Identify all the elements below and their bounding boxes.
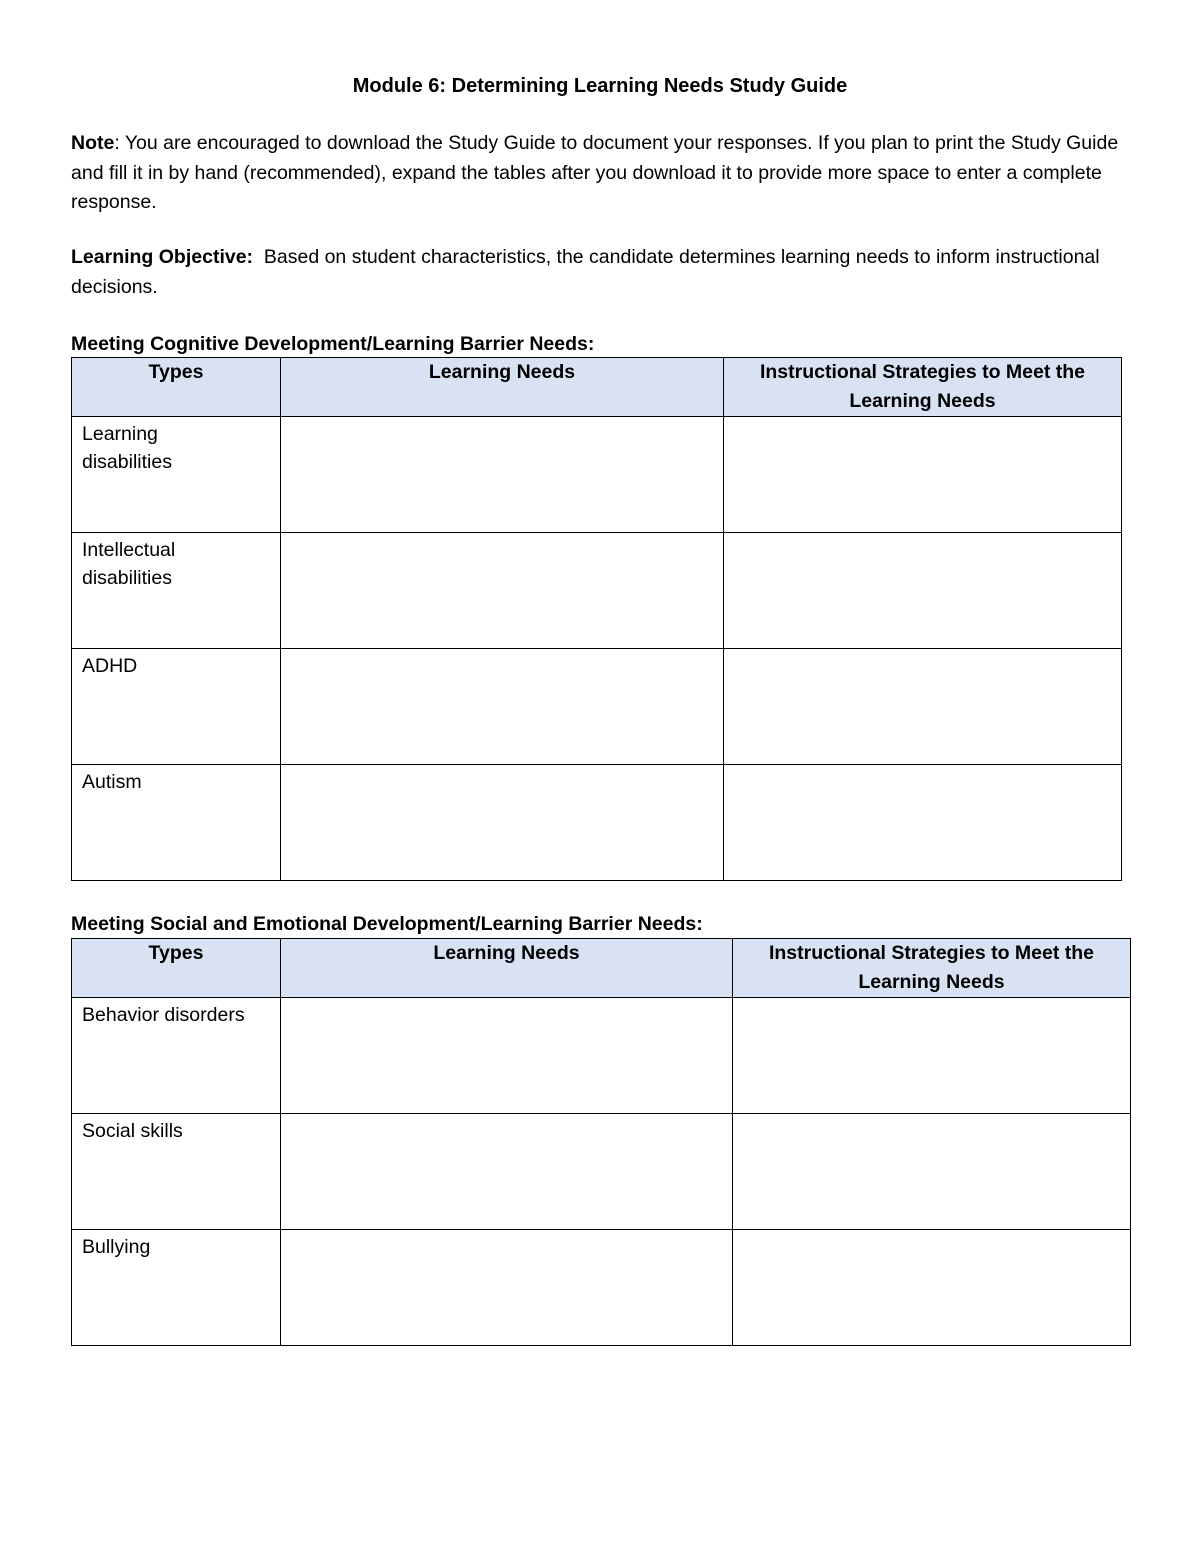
learning-objective-label: Learning Objective: [71, 246, 254, 268]
social-emotional-section-heading: Meeting Social and Emotional Development/Learning Barrier Needs: [71, 913, 703, 935]
learning-needs-cell[interactable] [281, 765, 724, 881]
header-instructional-strategies-label: Instructional Strategies to Meet the Learning Needs [768, 942, 1095, 993]
type-label: Learning disabilities [82, 423, 172, 473]
social-emotional-needs-table [71, 938, 1131, 1346]
cognitive-needs-table [71, 357, 1122, 881]
note-text: : You are encouraged to download the Study Guide to document your responses. If you plan to print the Study Guide and fill it in by hand (recommended), expand the tables after you download it to provide more space to enter a complete response. [71, 132, 1119, 213]
type-label: ADHD [82, 655, 138, 677]
strategies-cell[interactable] [733, 998, 1131, 1114]
type-label: Intellectual disabilities [82, 539, 176, 589]
note-paragraph [71, 129, 1131, 218]
header-learning-needs: Learning Needs [281, 358, 724, 417]
table-row [72, 649, 1122, 765]
header-learning-needs: Learning Needs [281, 939, 733, 998]
learning-needs-cell[interactable] [281, 1230, 733, 1346]
header-instructional-strategies [724, 358, 1122, 417]
strategies-cell[interactable] [724, 649, 1122, 765]
type-cell [72, 1230, 281, 1346]
header-types: Types [72, 358, 281, 417]
table-row [72, 765, 1122, 881]
type-cell [72, 998, 281, 1114]
table-header-row [72, 939, 1131, 998]
learning-needs-cell[interactable] [281, 998, 733, 1114]
learning-objective-text: Based on student characteristics, the candidate determines learning needs to inform instructional decisions. [71, 246, 1106, 298]
type-label: Behavior disorders [82, 1004, 245, 1026]
type-label: Autism [82, 771, 142, 793]
header-instructional-strategies [733, 939, 1131, 998]
type-label: Social skills [82, 1120, 183, 1142]
header-instructional-strategies-label: Instructional Strategies to Meet the Learning Needs [759, 361, 1086, 412]
strategies-cell[interactable] [724, 765, 1122, 881]
note-label: Note [71, 132, 115, 154]
learning-objective-paragraph [71, 243, 1131, 302]
cognitive-section-heading: Meeting Cognitive Development/Learning Barrier Needs: [71, 333, 595, 355]
learning-needs-cell[interactable] [281, 1114, 733, 1230]
type-cell [72, 533, 281, 649]
type-cell [72, 649, 281, 765]
table-row [72, 1230, 1131, 1346]
learning-needs-cell[interactable] [281, 649, 724, 765]
type-cell [72, 417, 281, 533]
strategies-cell[interactable] [733, 1230, 1131, 1346]
type-cell [72, 765, 281, 881]
table-header-row [72, 358, 1122, 417]
table-row [72, 998, 1131, 1114]
strategies-cell[interactable] [724, 417, 1122, 533]
strategies-cell[interactable] [733, 1114, 1131, 1230]
learning-needs-cell[interactable] [281, 417, 724, 533]
learning-needs-cell[interactable] [281, 533, 724, 649]
type-cell [72, 1114, 281, 1230]
page-title: Module 6: Determining Learning Needs Study Guide [352, 75, 848, 97]
type-label: Bullying [82, 1236, 151, 1258]
strategies-cell[interactable] [724, 533, 1122, 649]
table-row [72, 533, 1122, 649]
header-types: Types [72, 939, 281, 998]
table-row [72, 417, 1122, 533]
table-row [72, 1114, 1131, 1230]
